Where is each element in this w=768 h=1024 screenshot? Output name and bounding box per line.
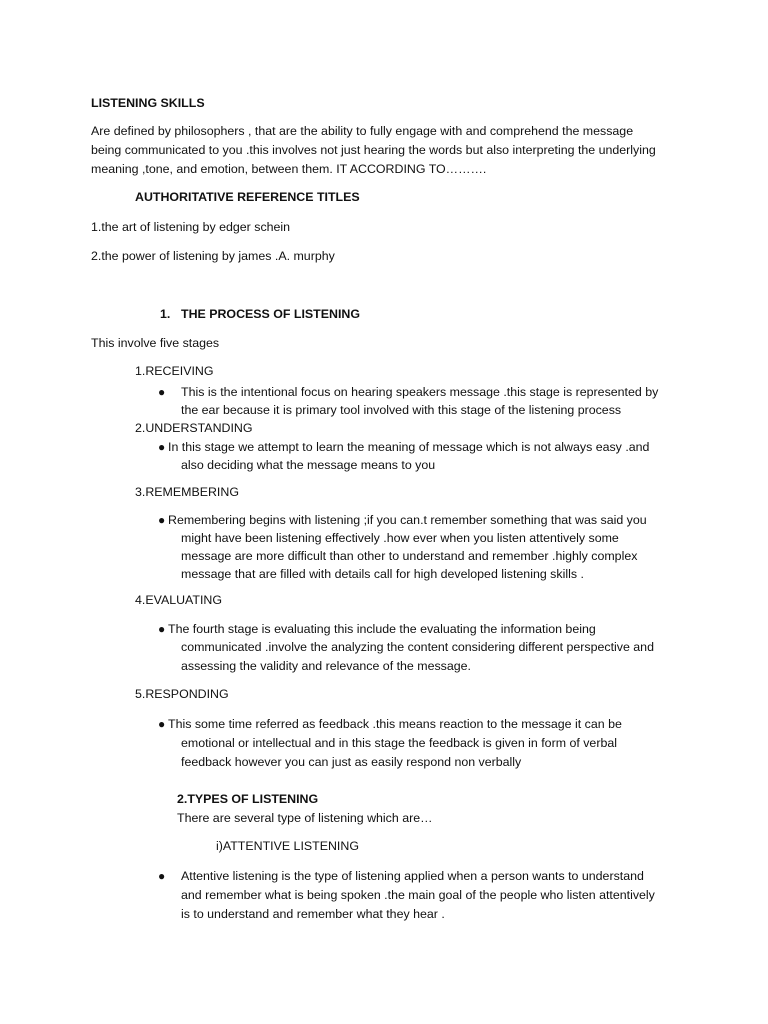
intro-line: Are defined by philosophers , that are the ability to fully engage with and comprehend the message xyxy=(91,124,634,138)
reference-item: 2.the power of listening by james .A. murphy xyxy=(91,249,335,263)
stage-line: In this stage we attempt to learn the meaning of message which is not always easy .and xyxy=(168,440,650,454)
stage-label: 3.REMEMBERING xyxy=(135,485,239,499)
stage-line: communicated .involve the analyzing the content considering different perspective and xyxy=(181,640,654,654)
section1-title: THE PROCESS OF LISTENING xyxy=(181,307,360,321)
stage-line: feedback however you can just as easily respond non verbally xyxy=(181,755,522,769)
stage-line: the ear because it is primary tool involved with this stage of the listening process xyxy=(181,403,622,417)
stage-line: This some time referred as feedback .this means reaction to the message it can be xyxy=(168,717,622,731)
document-title: LISTENING SKILLS xyxy=(91,96,205,110)
subtype-line: Attentive listening is the type of listening applied when a person wants to understand xyxy=(181,869,644,883)
section1-intro: This involve five stages xyxy=(91,336,220,350)
section2-intro: There are several type of listening which are… xyxy=(177,811,433,825)
section1-number: 1. xyxy=(160,307,171,321)
bullet-icon: ● xyxy=(158,513,166,527)
bullet-icon: ● xyxy=(158,440,166,454)
bullet-icon: ● xyxy=(158,869,166,883)
intro-line: meaning ,tone, and emotion, between them. IT ACCORDING TO………. xyxy=(91,162,487,176)
stage-line: message that are filled with details call for high developed listening skills . xyxy=(181,567,584,581)
bullet-icon: ● xyxy=(158,622,166,636)
intro-line: being communicated to you .this involves not just hearing the words but also interpreting the underlying xyxy=(91,143,656,157)
stage-line: message are more difficult than other to understand and remember .highly complex xyxy=(181,549,638,563)
stage-line: emotional or intellectual and in this stage the feedback is given in form of verbal xyxy=(181,736,617,750)
bullet-icon: ● xyxy=(158,717,166,731)
stage-label: 5.RESPONDING xyxy=(135,687,229,701)
subtype-line: and remember what is being spoken .the main goal of the people who listen attentively xyxy=(181,888,655,902)
stage-label: 2.UNDERSTANDING xyxy=(135,421,253,435)
stage-label: 4.EVALUATING xyxy=(135,593,222,607)
section2-title: 2.TYPES OF LISTENING xyxy=(177,792,319,806)
stage-line: The fourth stage is evaluating this include the evaluating the information being xyxy=(168,622,596,636)
reference-item: 1.the art of listening by edger schein xyxy=(91,220,291,234)
subtype-line: is to understand and remember what they hear . xyxy=(181,907,445,921)
stage-line: assessing the validity and relevance of the message. xyxy=(181,659,471,673)
stage-label: 1.RECEIVING xyxy=(135,364,214,378)
subtype-heading: i)ATTENTIVE LISTENING xyxy=(216,839,359,853)
stage-line: Remembering begins with listening ;if you can.t remember something that was said you xyxy=(168,513,647,527)
references-heading: AUTHORITATIVE REFERENCE TITLES xyxy=(135,190,360,204)
stage-line: This is the intentional focus on hearing speakers message .this stage is represented by xyxy=(181,385,659,399)
stage-line: also deciding what the message means to you xyxy=(181,458,436,472)
stage-line: might have been listening effectively .how ever when you listen attentively some xyxy=(181,531,619,545)
bullet-icon: ● xyxy=(158,385,166,399)
